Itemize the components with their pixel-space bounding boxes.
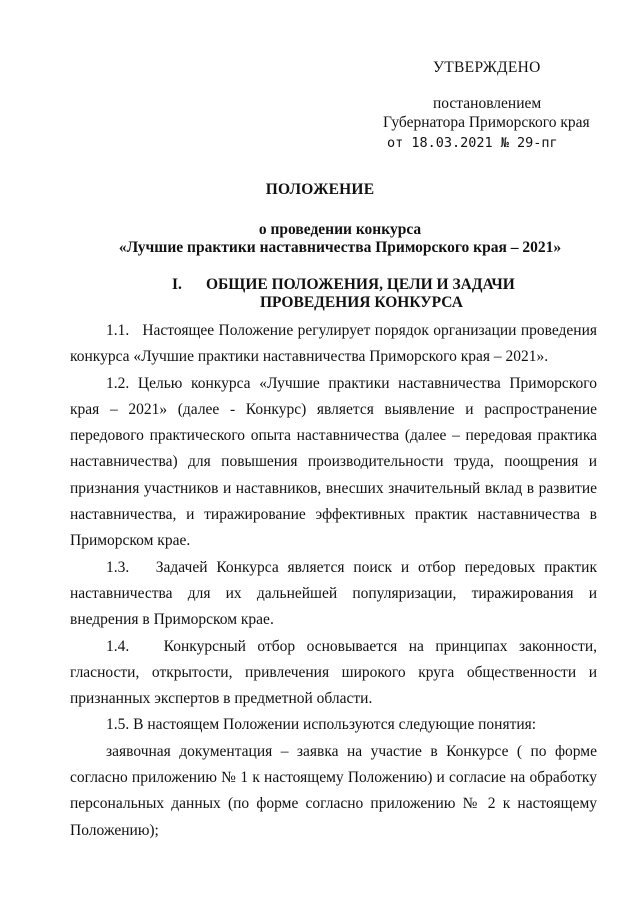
paragraph-definition: заявочная документация – заявка на участие в Конкурсе ( по форме согласно приложению № 1 к настоящему Положению) и согласие на обработку персональных данных (по форме согласно приложению № 2 к настоящему Положению); [70, 742, 597, 839]
section-title-line-2: ПРОВЕДЕНИЯ КОНКУРСА [260, 294, 463, 311]
paragraph-1-5: 1.5. В настоящем Положении используются следующие понятия: [106, 716, 537, 734]
section-title-line-1: ОБЩИЕ ПОЛОЖЕНИЯ, ЦЕЛИ И ЗАДАЧИ [206, 276, 515, 293]
approved-heading: УТВЕРЖДЕНО [433, 59, 541, 76]
subtitle-line-1: о проведении конкурса [258, 221, 422, 238]
paragraph-1-4: 1.4. Конкурсный отбор основывается на принципах законности, гласности, открытости, привлечения широкого круга общественности и признанных экспертов в предметной области. [70, 637, 597, 708]
document-title: ПОЛОЖЕНИЕ [265, 181, 375, 198]
paragraph-1-1: 1.1. Настоящее Положение регулирует порядок организации проведения конкурса «Лучшие практики наставничества Приморского края – 2021». [70, 322, 597, 366]
approval-decree: постановлением [433, 95, 542, 112]
paragraph-1-2: 1.2. Целью конкурса «Лучшие практики наставничества Приморского края – 2021» (далее - Конкурс) является выявление и распространение передового практического опыта наставничества (далее – передовая практика наставничества) для повышения производительности труда, поощрения и признания участников и наставников, внесших значительный вклад в развитие наставничества, и тиражирование эффективных практик наставничества в Приморском крае. [70, 374, 597, 550]
section-number: I. [172, 276, 182, 293]
document-subtitle [60, 221, 620, 257]
approval-date-number: от 18.03.2021 № 29-пг [387, 135, 558, 151]
document-body [70, 318, 597, 844]
approval-authority: Губернатора Приморского края [383, 114, 590, 131]
paragraph-1-3: 1.3. Задачей Конкурса является поиск и отбор передовых практик наставничества для их дальнейшей популяризации, тиражирования и внедрения в Приморском крае. [70, 558, 597, 629]
subtitle-line-2: «Лучшие практики наставничества Приморского края – 2021» [118, 239, 562, 256]
